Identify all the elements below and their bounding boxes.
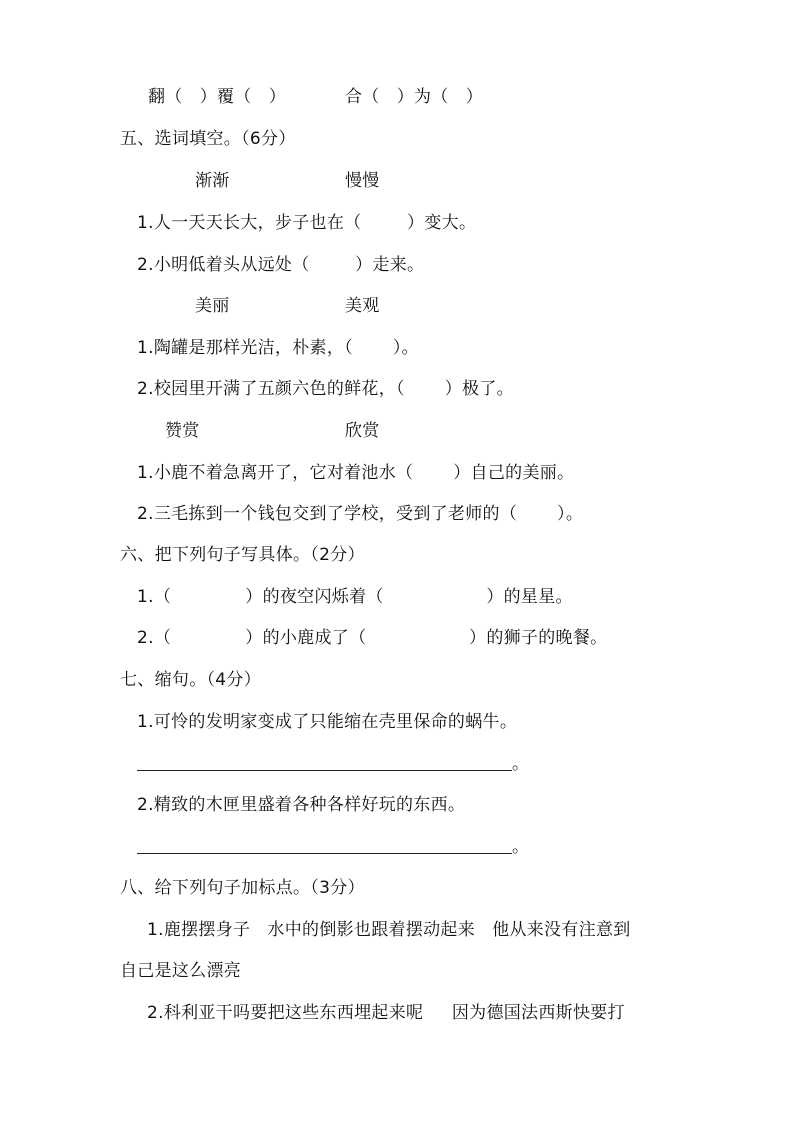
question-continued: 自己是这么漂亮: [120, 961, 242, 981]
question: 1.可怜的发明家变成了只能缩在壳里保命的蜗牛。: [137, 712, 518, 732]
question: 2.科利亚干吗要把这些东西埋起来呢 因为德国法西斯快要打: [147, 1003, 625, 1023]
question: 2.三毛拣到一个钱包交到了学校，受到了老师的（ ）。: [137, 504, 584, 524]
question: 1.鹿摆摆身子 水中的倒影也跟着摆动起来 他从来没有注意到: [147, 920, 631, 940]
answer-line[interactable]: [137, 770, 512, 771]
section-5-heading: 五、选词填空。（6分）: [120, 129, 296, 149]
answer-line[interactable]: [137, 853, 512, 854]
answer-period: 。: [512, 754, 530, 774]
word-choice: 慢慢: [345, 171, 380, 191]
question: 2.小明低着头从远处（ ）走来。: [137, 255, 425, 275]
question: 1.陶罐是那样光洁，朴素，（ ）。: [137, 338, 419, 358]
word-choice: 美观: [345, 296, 380, 316]
section-7-heading: 七、缩句。（4分）: [120, 670, 262, 690]
section-8-heading: 八、给下列句子加标点。（3分）: [120, 878, 365, 898]
idiom-fill-b: 合（ ）为（ ）: [345, 87, 484, 107]
question: 1.（ ）的夜空闪烁着（ ）的星星。: [137, 587, 573, 607]
idiom-fill-a: 翻（ ）覆（ ）: [148, 87, 287, 107]
word-choice: 欣赏: [345, 421, 380, 441]
question: 2.校园里开满了五颜六色的鲜花，（ ）极了。: [137, 379, 514, 399]
answer-period: 。: [512, 837, 530, 857]
question: 2.精致的木匣里盛着各种各样好玩的东西。: [137, 795, 466, 815]
question: 1.人一天天长大，步子也在（ ）变大。: [137, 213, 477, 233]
question: 1.小鹿不着急离开了，它对着池水（ ）自己的美丽。: [137, 463, 575, 483]
word-choice: 赞赏: [165, 421, 200, 441]
word-choice: 美丽: [195, 296, 230, 316]
word-choice: 渐渐: [195, 171, 230, 191]
section-6-heading: 六、把下列句子写具体。（2分）: [120, 545, 365, 565]
question: 2.（ ）的小鹿成了（ ）的狮子的晚餐。: [137, 628, 608, 648]
